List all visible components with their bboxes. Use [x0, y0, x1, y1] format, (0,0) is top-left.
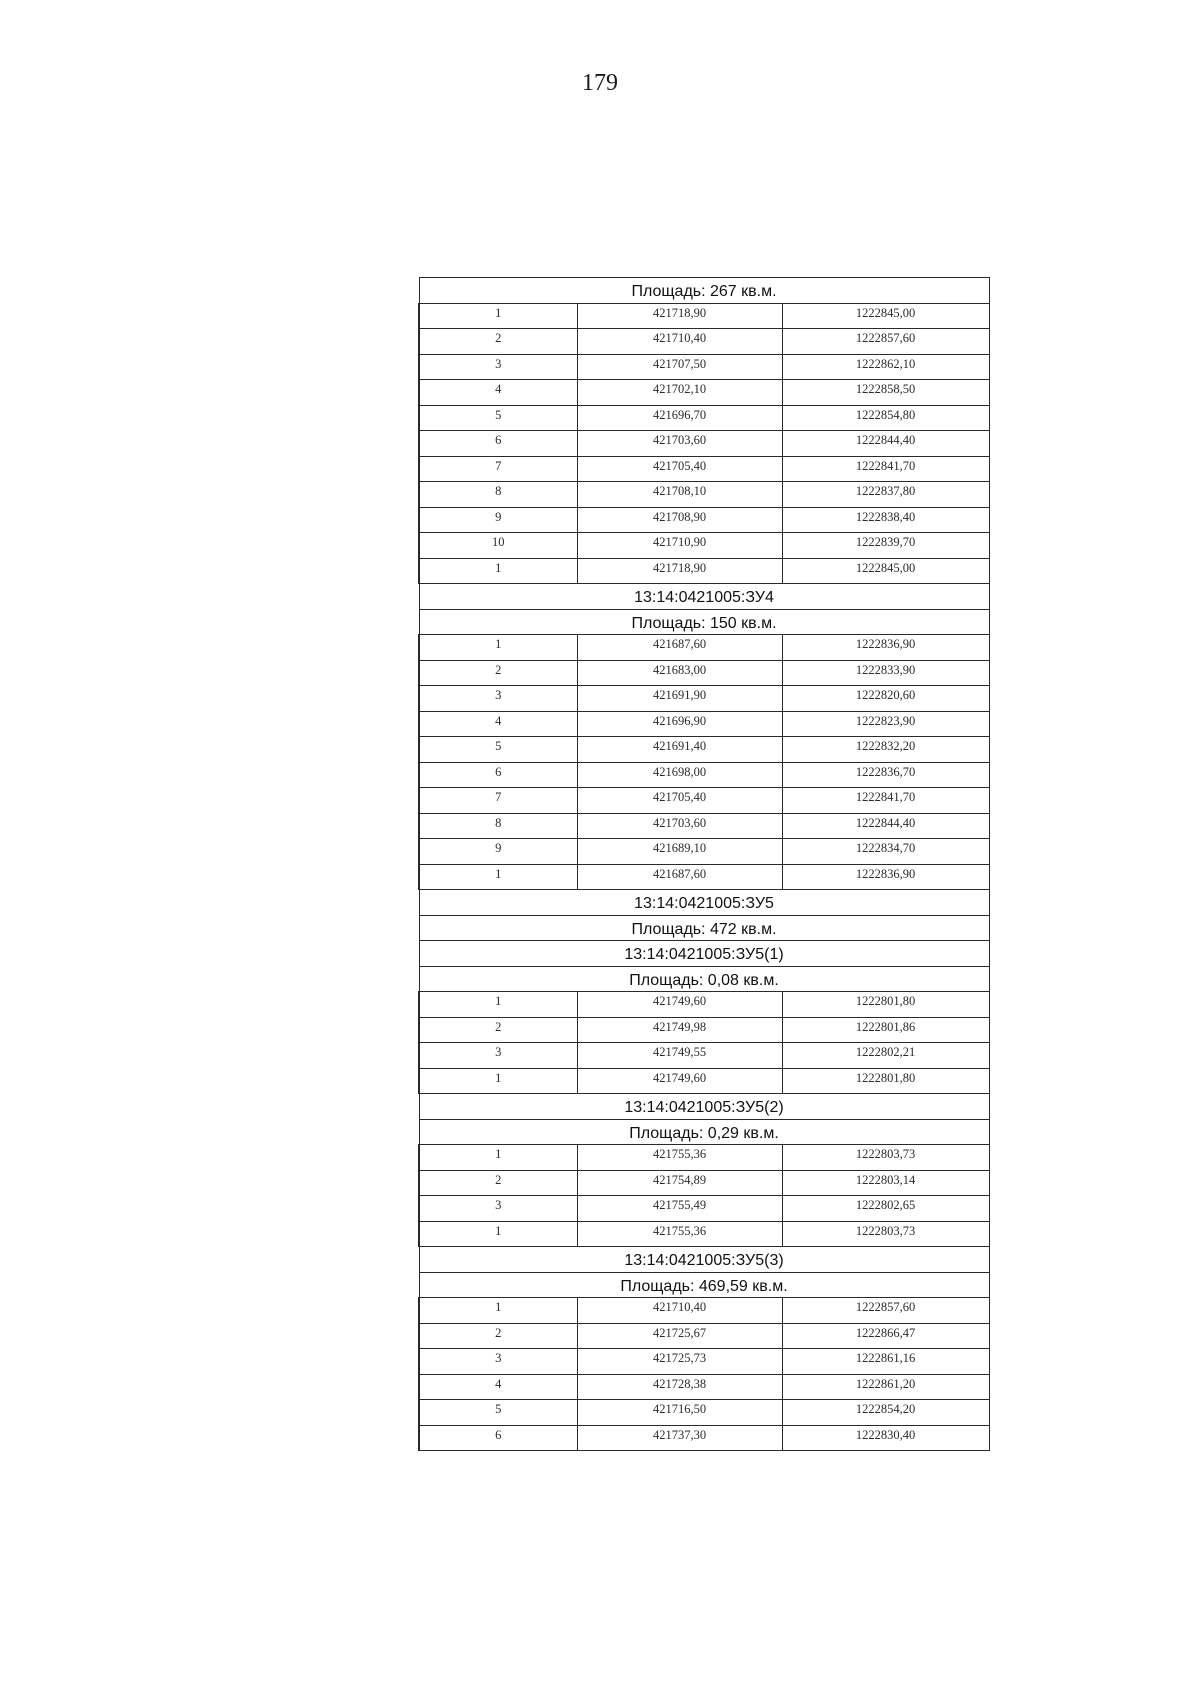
- x-coordinate-cell: 421755,49: [577, 1196, 782, 1222]
- x-coordinate-cell: 421749,98: [577, 1017, 782, 1043]
- point-number-cell: 6: [419, 1425, 577, 1451]
- table-row: [419, 1145, 989, 1171]
- coordinates-table: [418, 277, 990, 1451]
- table-row: [419, 1400, 989, 1426]
- point-number-cell: 4: [419, 711, 577, 737]
- x-coordinate-cell: 421749,55: [577, 1043, 782, 1069]
- y-coordinate-cell: 1222861,20: [782, 1374, 989, 1400]
- point-number-cell: 2: [419, 660, 577, 686]
- section-header-row: [419, 966, 989, 992]
- point-number-cell: 1: [419, 992, 577, 1018]
- point-number-cell: 1: [419, 635, 577, 661]
- y-coordinate-cell: 1222832,20: [782, 737, 989, 763]
- table-row: [419, 1068, 989, 1094]
- table-row: [419, 329, 989, 355]
- x-coordinate-cell: 421755,36: [577, 1145, 782, 1171]
- table-row: [419, 1043, 989, 1069]
- coordinates-table-body: [419, 278, 989, 1451]
- point-number-cell: 5: [419, 405, 577, 431]
- table-row: [419, 1017, 989, 1043]
- point-number-cell: 8: [419, 482, 577, 508]
- x-coordinate-cell: 421698,00: [577, 762, 782, 788]
- section-header: 13:14:0421005:ЗУ5: [419, 890, 989, 916]
- y-coordinate-cell: 1222830,40: [782, 1425, 989, 1451]
- y-coordinate-cell: 1222836,90: [782, 635, 989, 661]
- point-number-cell: 10: [419, 533, 577, 559]
- section-header-row: [419, 890, 989, 916]
- table-row: [419, 1374, 989, 1400]
- section-header-row: [419, 1247, 989, 1273]
- y-coordinate-cell: 1222844,40: [782, 431, 989, 457]
- y-coordinate-cell: 1222836,90: [782, 864, 989, 890]
- x-coordinate-cell: 421703,60: [577, 813, 782, 839]
- table-row: [419, 1196, 989, 1222]
- point-number-cell: 1: [419, 303, 577, 329]
- x-coordinate-cell: 421718,90: [577, 558, 782, 584]
- y-coordinate-cell: 1222803,14: [782, 1170, 989, 1196]
- x-coordinate-cell: 421691,40: [577, 737, 782, 763]
- section-header: 13:14:0421005:ЗУ5(1): [419, 941, 989, 967]
- point-number-cell: 5: [419, 1400, 577, 1426]
- x-coordinate-cell: 421683,00: [577, 660, 782, 686]
- section-header: Площадь: 0,08 кв.м.: [419, 966, 989, 992]
- y-coordinate-cell: 1222841,70: [782, 788, 989, 814]
- point-number-cell: 3: [419, 686, 577, 712]
- x-coordinate-cell: 421754,89: [577, 1170, 782, 1196]
- y-coordinate-cell: 1222834,70: [782, 839, 989, 865]
- section-header-row: [419, 915, 989, 941]
- x-coordinate-cell: 421728,38: [577, 1374, 782, 1400]
- table-row: [419, 686, 989, 712]
- y-coordinate-cell: 1222858,50: [782, 380, 989, 406]
- section-header: Площадь: 472 кв.м.: [419, 915, 989, 941]
- x-coordinate-cell: 421718,90: [577, 303, 782, 329]
- y-coordinate-cell: 1222801,80: [782, 1068, 989, 1094]
- x-coordinate-cell: 421737,30: [577, 1425, 782, 1451]
- table-row: [419, 303, 989, 329]
- point-number-cell: 5: [419, 737, 577, 763]
- section-header: 13:14:0421005:ЗУ5(3): [419, 1247, 989, 1273]
- table-row: [419, 635, 989, 661]
- x-coordinate-cell: 421703,60: [577, 431, 782, 457]
- x-coordinate-cell: 421710,90: [577, 533, 782, 559]
- table-row: [419, 431, 989, 457]
- x-coordinate-cell: 421710,40: [577, 1298, 782, 1324]
- point-number-cell: 2: [419, 1323, 577, 1349]
- x-coordinate-cell: 421696,90: [577, 711, 782, 737]
- x-coordinate-cell: 421710,40: [577, 329, 782, 355]
- x-coordinate-cell: 421725,73: [577, 1349, 782, 1375]
- table-row: [419, 482, 989, 508]
- point-number-cell: 2: [419, 1017, 577, 1043]
- y-coordinate-cell: 1222857,60: [782, 1298, 989, 1324]
- point-number-cell: 9: [419, 507, 577, 533]
- table-row: [419, 1425, 989, 1451]
- point-number-cell: 6: [419, 762, 577, 788]
- table-row: [419, 405, 989, 431]
- point-number-cell: 1: [419, 1145, 577, 1171]
- x-coordinate-cell: 421687,60: [577, 864, 782, 890]
- y-coordinate-cell: 1222820,60: [782, 686, 989, 712]
- y-coordinate-cell: 1222803,73: [782, 1145, 989, 1171]
- point-number-cell: 6: [419, 431, 577, 457]
- section-header-row: [419, 1119, 989, 1145]
- x-coordinate-cell: 421696,70: [577, 405, 782, 431]
- y-coordinate-cell: 1222854,80: [782, 405, 989, 431]
- y-coordinate-cell: 1222862,10: [782, 354, 989, 380]
- point-number-cell: 1: [419, 1298, 577, 1324]
- point-number-cell: 7: [419, 788, 577, 814]
- table-row: [419, 380, 989, 406]
- point-number-cell: 1: [419, 1068, 577, 1094]
- y-coordinate-cell: 1222854,20: [782, 1400, 989, 1426]
- table-row: [419, 1349, 989, 1375]
- table-row: [419, 558, 989, 584]
- section-header-row: [419, 1094, 989, 1120]
- table-row: [419, 1298, 989, 1324]
- section-header-row: [419, 941, 989, 967]
- section-header: Площадь: 0,29 кв.м.: [419, 1119, 989, 1145]
- y-coordinate-cell: 1222845,00: [782, 303, 989, 329]
- y-coordinate-cell: 1222841,70: [782, 456, 989, 482]
- point-number-cell: 2: [419, 329, 577, 355]
- table-row: [419, 711, 989, 737]
- y-coordinate-cell: 1222861,16: [782, 1349, 989, 1375]
- section-header: Площадь: 267 кв.м.: [419, 278, 989, 304]
- section-header-row: [419, 584, 989, 610]
- point-number-cell: 2: [419, 1170, 577, 1196]
- y-coordinate-cell: 1222845,00: [782, 558, 989, 584]
- table-row: [419, 507, 989, 533]
- table-row: [419, 788, 989, 814]
- table-row: [419, 1170, 989, 1196]
- x-coordinate-cell: 421705,40: [577, 456, 782, 482]
- point-number-cell: 1: [419, 1221, 577, 1247]
- x-coordinate-cell: 421749,60: [577, 992, 782, 1018]
- point-number-cell: 7: [419, 456, 577, 482]
- x-coordinate-cell: 421708,90: [577, 507, 782, 533]
- y-coordinate-cell: 1222833,90: [782, 660, 989, 686]
- point-number-cell: 4: [419, 1374, 577, 1400]
- point-number-cell: 4: [419, 380, 577, 406]
- table-row: [419, 354, 989, 380]
- x-coordinate-cell: 421707,50: [577, 354, 782, 380]
- table-row: [419, 813, 989, 839]
- x-coordinate-cell: 421687,60: [577, 635, 782, 661]
- y-coordinate-cell: 1222836,70: [782, 762, 989, 788]
- y-coordinate-cell: 1222838,40: [782, 507, 989, 533]
- point-number-cell: 3: [419, 1043, 577, 1069]
- point-number-cell: 8: [419, 813, 577, 839]
- y-coordinate-cell: 1222823,90: [782, 711, 989, 737]
- table-row: [419, 533, 989, 559]
- x-coordinate-cell: 421705,40: [577, 788, 782, 814]
- point-number-cell: 1: [419, 864, 577, 890]
- table-row: [419, 762, 989, 788]
- point-number-cell: 9: [419, 839, 577, 865]
- section-header-row: [419, 1272, 989, 1298]
- x-coordinate-cell: 421725,67: [577, 1323, 782, 1349]
- y-coordinate-cell: 1222801,80: [782, 992, 989, 1018]
- section-header: Площадь: 469,59 кв.м.: [419, 1272, 989, 1298]
- table-row: [419, 1323, 989, 1349]
- y-coordinate-cell: 1222802,65: [782, 1196, 989, 1222]
- point-number-cell: 3: [419, 1349, 577, 1375]
- y-coordinate-cell: 1222857,60: [782, 329, 989, 355]
- x-coordinate-cell: 421708,10: [577, 482, 782, 508]
- table-row: [419, 737, 989, 763]
- x-coordinate-cell: 421689,10: [577, 839, 782, 865]
- x-coordinate-cell: 421716,50: [577, 1400, 782, 1426]
- section-header-row: [419, 609, 989, 635]
- x-coordinate-cell: 421691,90: [577, 686, 782, 712]
- y-coordinate-cell: 1222866,47: [782, 1323, 989, 1349]
- point-number-cell: 3: [419, 354, 577, 380]
- section-header: Площадь: 150 кв.м.: [419, 609, 989, 635]
- table-row: [419, 456, 989, 482]
- table-row: [419, 992, 989, 1018]
- point-number-cell: 1: [419, 558, 577, 584]
- y-coordinate-cell: 1222803,73: [782, 1221, 989, 1247]
- point-number-cell: 3: [419, 1196, 577, 1222]
- x-coordinate-cell: 421702,10: [577, 380, 782, 406]
- table-row: [419, 864, 989, 890]
- x-coordinate-cell: 421749,60: [577, 1068, 782, 1094]
- y-coordinate-cell: 1222837,80: [782, 482, 989, 508]
- x-coordinate-cell: 421755,36: [577, 1221, 782, 1247]
- table-row: [419, 1221, 989, 1247]
- y-coordinate-cell: 1222802,21: [782, 1043, 989, 1069]
- y-coordinate-cell: 1222844,40: [782, 813, 989, 839]
- table-row: [419, 660, 989, 686]
- y-coordinate-cell: 1222801,86: [782, 1017, 989, 1043]
- table-row: [419, 839, 989, 865]
- section-header-row: [419, 278, 989, 304]
- page-number: 179: [582, 70, 618, 96]
- section-header: 13:14:0421005:ЗУ4: [419, 584, 989, 610]
- y-coordinate-cell: 1222839,70: [782, 533, 989, 559]
- section-header: 13:14:0421005:ЗУ5(2): [419, 1094, 989, 1120]
